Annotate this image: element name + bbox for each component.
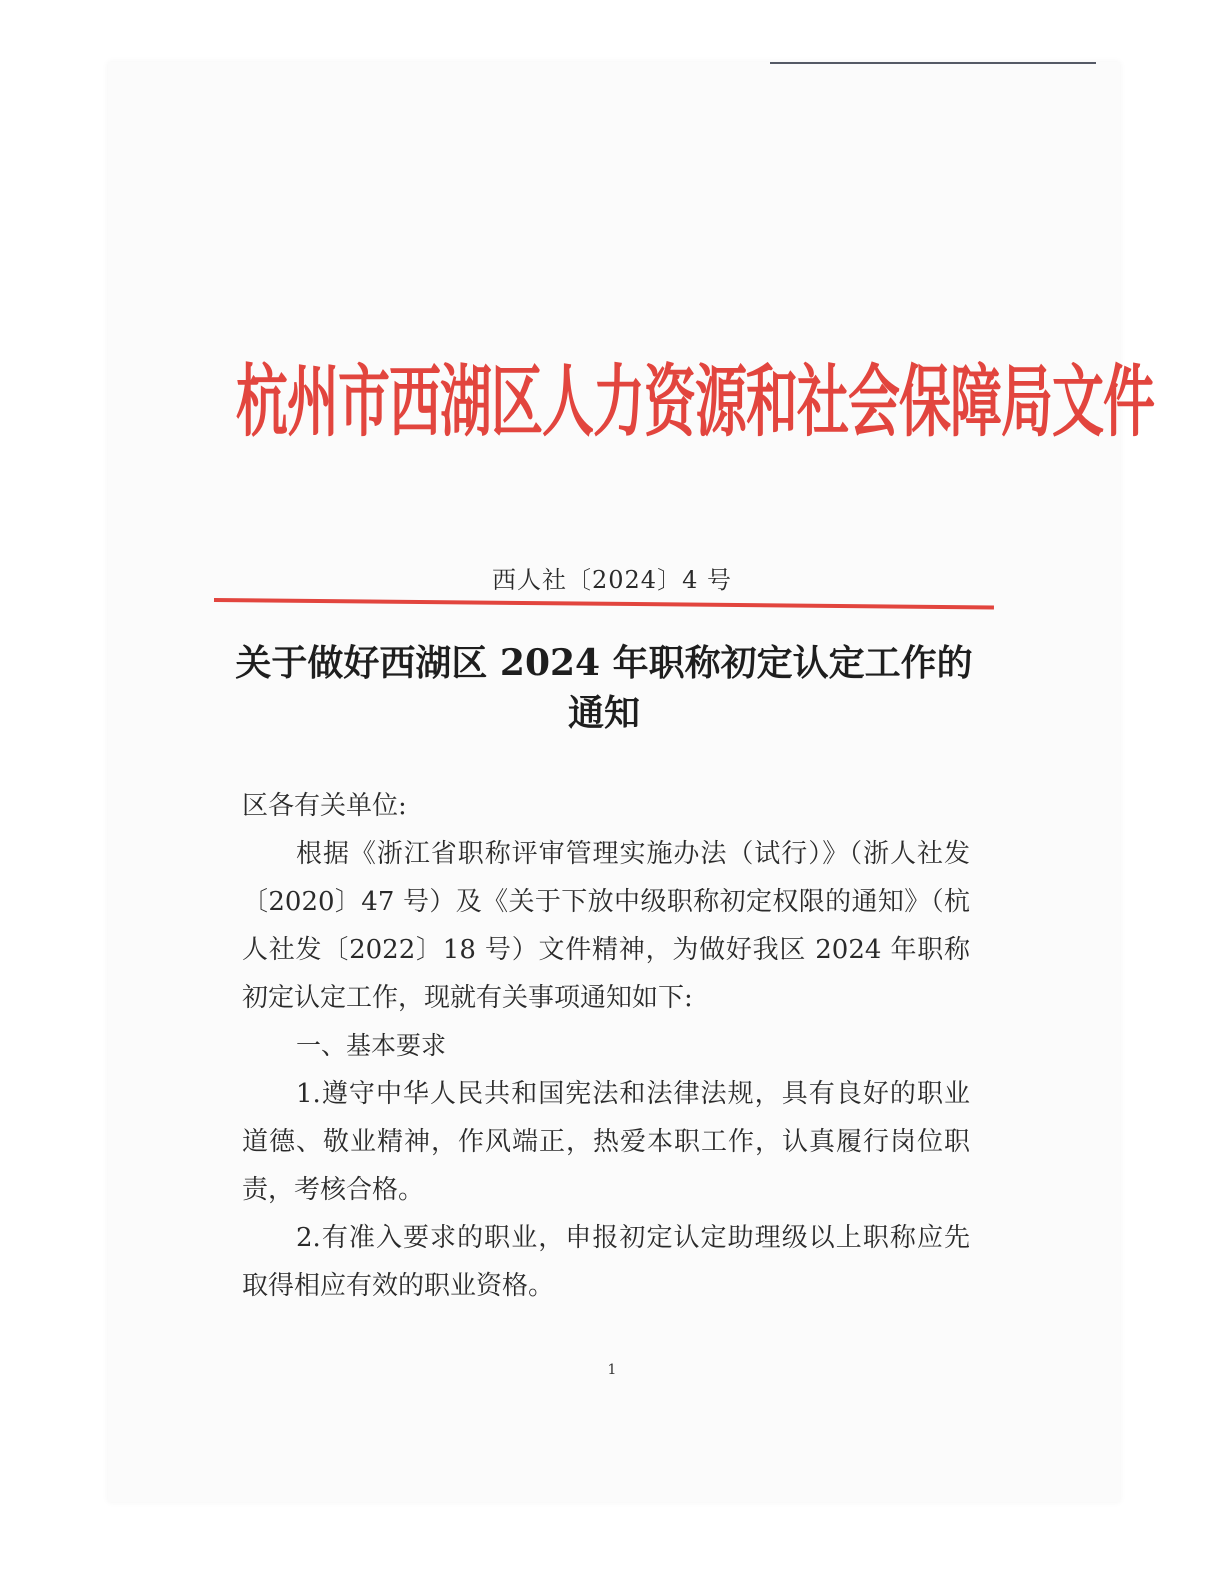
document-number: 西人社〔2024〕4 号 xyxy=(492,566,732,594)
document-title xyxy=(214,638,994,738)
document-body xyxy=(242,782,970,1310)
section-heading-basic-requirements: 一、基本要求 xyxy=(296,1031,447,1060)
issuer-header: 杭州市西湖区人力资源和社会保障局文件 xyxy=(236,356,1155,448)
title-line-1: 关于做好西湖区 2024 年职称初定认定工作的 xyxy=(235,642,973,684)
requirement-item-2: 2.有准入要求的职业，申报初定认定助理级以上职称应先取得相应有效的职业资格。 xyxy=(242,1223,970,1301)
intro-paragraph: 根据《浙江省职称评审管理实施办法（试行）》（浙人社发〔2020〕47 号）及《关于下放中级职称初定权限的通知》（杭人社发〔2022〕18 号）文件精神，为做好我区 2024 年职称初定认定工作，现就有关事项通知如下: xyxy=(242,839,970,1013)
salutation: 区各有关单位: xyxy=(242,791,407,821)
page-number: 1 xyxy=(607,1362,617,1378)
title-line-2: 通知 xyxy=(567,692,640,734)
requirement-item-1: 1.遵守中华人民共和国宪法和法律法规，具有良好的职业道德、敬业精神，作风端正，热爱本职工作，认真履行岗位职责，考核合格。 xyxy=(242,1079,970,1205)
scan-edge-line xyxy=(770,62,1096,64)
